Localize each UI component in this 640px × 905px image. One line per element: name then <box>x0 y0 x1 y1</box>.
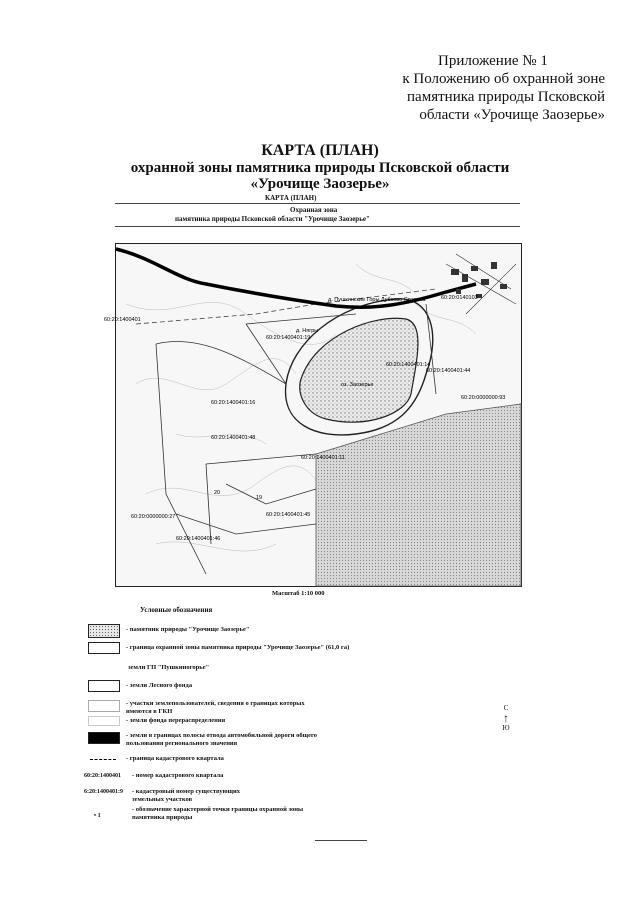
label-cad-48: 60:20:1400401:48 <box>211 435 256 441</box>
legend-swatch-users <box>88 700 120 712</box>
label-cad-16: 60:20:1400401:16 <box>211 400 256 406</box>
map-small-title: КАРТА (ПЛАН) <box>265 194 317 202</box>
appendix-line3: памятника природы Псковской <box>407 89 605 105</box>
legend-swatch-redistribution <box>88 716 120 726</box>
legend-sample: 60:20:1400401 <box>84 773 121 779</box>
label-point-20: 20 <box>214 490 221 496</box>
map-subtitle1: Охранная зона <box>290 206 338 214</box>
label-cad-45: 60:20:1400401:45 <box>266 512 311 518</box>
legend-text: - памятник природы "Урочище Заозерье" <box>126 626 250 633</box>
legend-text: - граница охранной зоны памятника природы "Урочище Заозерье" (61,0 га) <box>126 644 350 651</box>
appendix-header <box>370 52 605 124</box>
label-cad-top-right: 60:20:0140103 <box>441 295 478 301</box>
label-cad-19: 60:20:1400401:19 <box>266 335 311 341</box>
map-scale: Масштаб 1:10 000 <box>272 590 325 597</box>
map-subtitle2: памятника природы Псковской области "Урочище Заозерье" <box>175 215 370 223</box>
label-cad-14: 60:20:1400401:14 <box>386 362 431 368</box>
label-cad-46: 60:20:1400401:46 <box>176 536 221 542</box>
label-cad-27: 60:20:0000000:27 <box>131 514 176 520</box>
header-rule-top <box>115 203 520 204</box>
legend-swatch-quarter-boundary <box>90 759 116 760</box>
main-subtitle: охранной зоны памятника природы Псковской области <box>130 160 510 176</box>
cadastral-map <box>104 243 522 587</box>
legend-title: Условные обозначения <box>140 606 213 614</box>
main-subtitle-name: «Урочище Заозерье» <box>250 176 390 192</box>
legend-text: - обозначение характерной точки границы охранной зоны памятника природы <box>132 806 304 821</box>
label-cad-11: 60:20:1400401:11 <box>301 455 345 461</box>
compass-south: Ю <box>502 724 510 732</box>
header-rule-bottom <box>115 226 520 227</box>
label-point-19: 19 <box>256 495 263 501</box>
label-cad-main: 60:20:1400401 <box>104 317 141 323</box>
legend-sample: • 1 <box>94 813 101 819</box>
arrow-up-icon: ↑ <box>503 711 509 725</box>
footer-rule <box>315 840 367 841</box>
legend-swatch-monument <box>88 624 120 638</box>
label-village-top: д. Пушкинские Горы Дубково Сторона <box>328 297 426 303</box>
legend-text: - земли фонда перераспределения <box>126 717 226 724</box>
appendix-line1: Приложение № 1 <box>438 53 548 69</box>
compass-north: С <box>503 704 509 712</box>
legend-swatch-forest <box>88 680 120 692</box>
legend-text: - кадастровый номер существующих земельных участков <box>132 788 241 803</box>
label-village-2: д. Нягры <box>296 328 319 334</box>
legend-text: - участки землепользователей, сведения о границах которых имеются в ГКН <box>126 700 305 715</box>
legend-text: земли ГП "Пушкиногорье" <box>128 664 210 671</box>
main-title: КАРТА (ПЛАН) <box>261 142 379 159</box>
label-cad-44: 60:20:1400401:44 <box>426 368 471 374</box>
map-svg <box>104 244 521 586</box>
appendix-line2: к Положению об охранной зоне <box>402 71 605 87</box>
label-lake: оз. Заозерье <box>341 382 374 388</box>
label-cad-right: 60:20:0000000:93 <box>461 395 506 401</box>
legend-swatch-road <box>88 732 120 744</box>
legend-text: - граница кадастрового квартала <box>126 755 224 762</box>
legend-text: - земли в границах полосы отвода автомобильной дороги общего пользования регионального значения <box>126 732 317 747</box>
legend-text: - номер кадастрового квартала <box>132 772 224 779</box>
appendix-line4: области «Урочище Заозерье» <box>419 107 605 123</box>
legend-text: - земли Лесного фонда <box>126 682 193 689</box>
compass <box>498 704 514 732</box>
legend-swatch-zone-boundary <box>88 642 120 654</box>
legend-sample: 6:20:1400401:9 <box>84 789 123 795</box>
